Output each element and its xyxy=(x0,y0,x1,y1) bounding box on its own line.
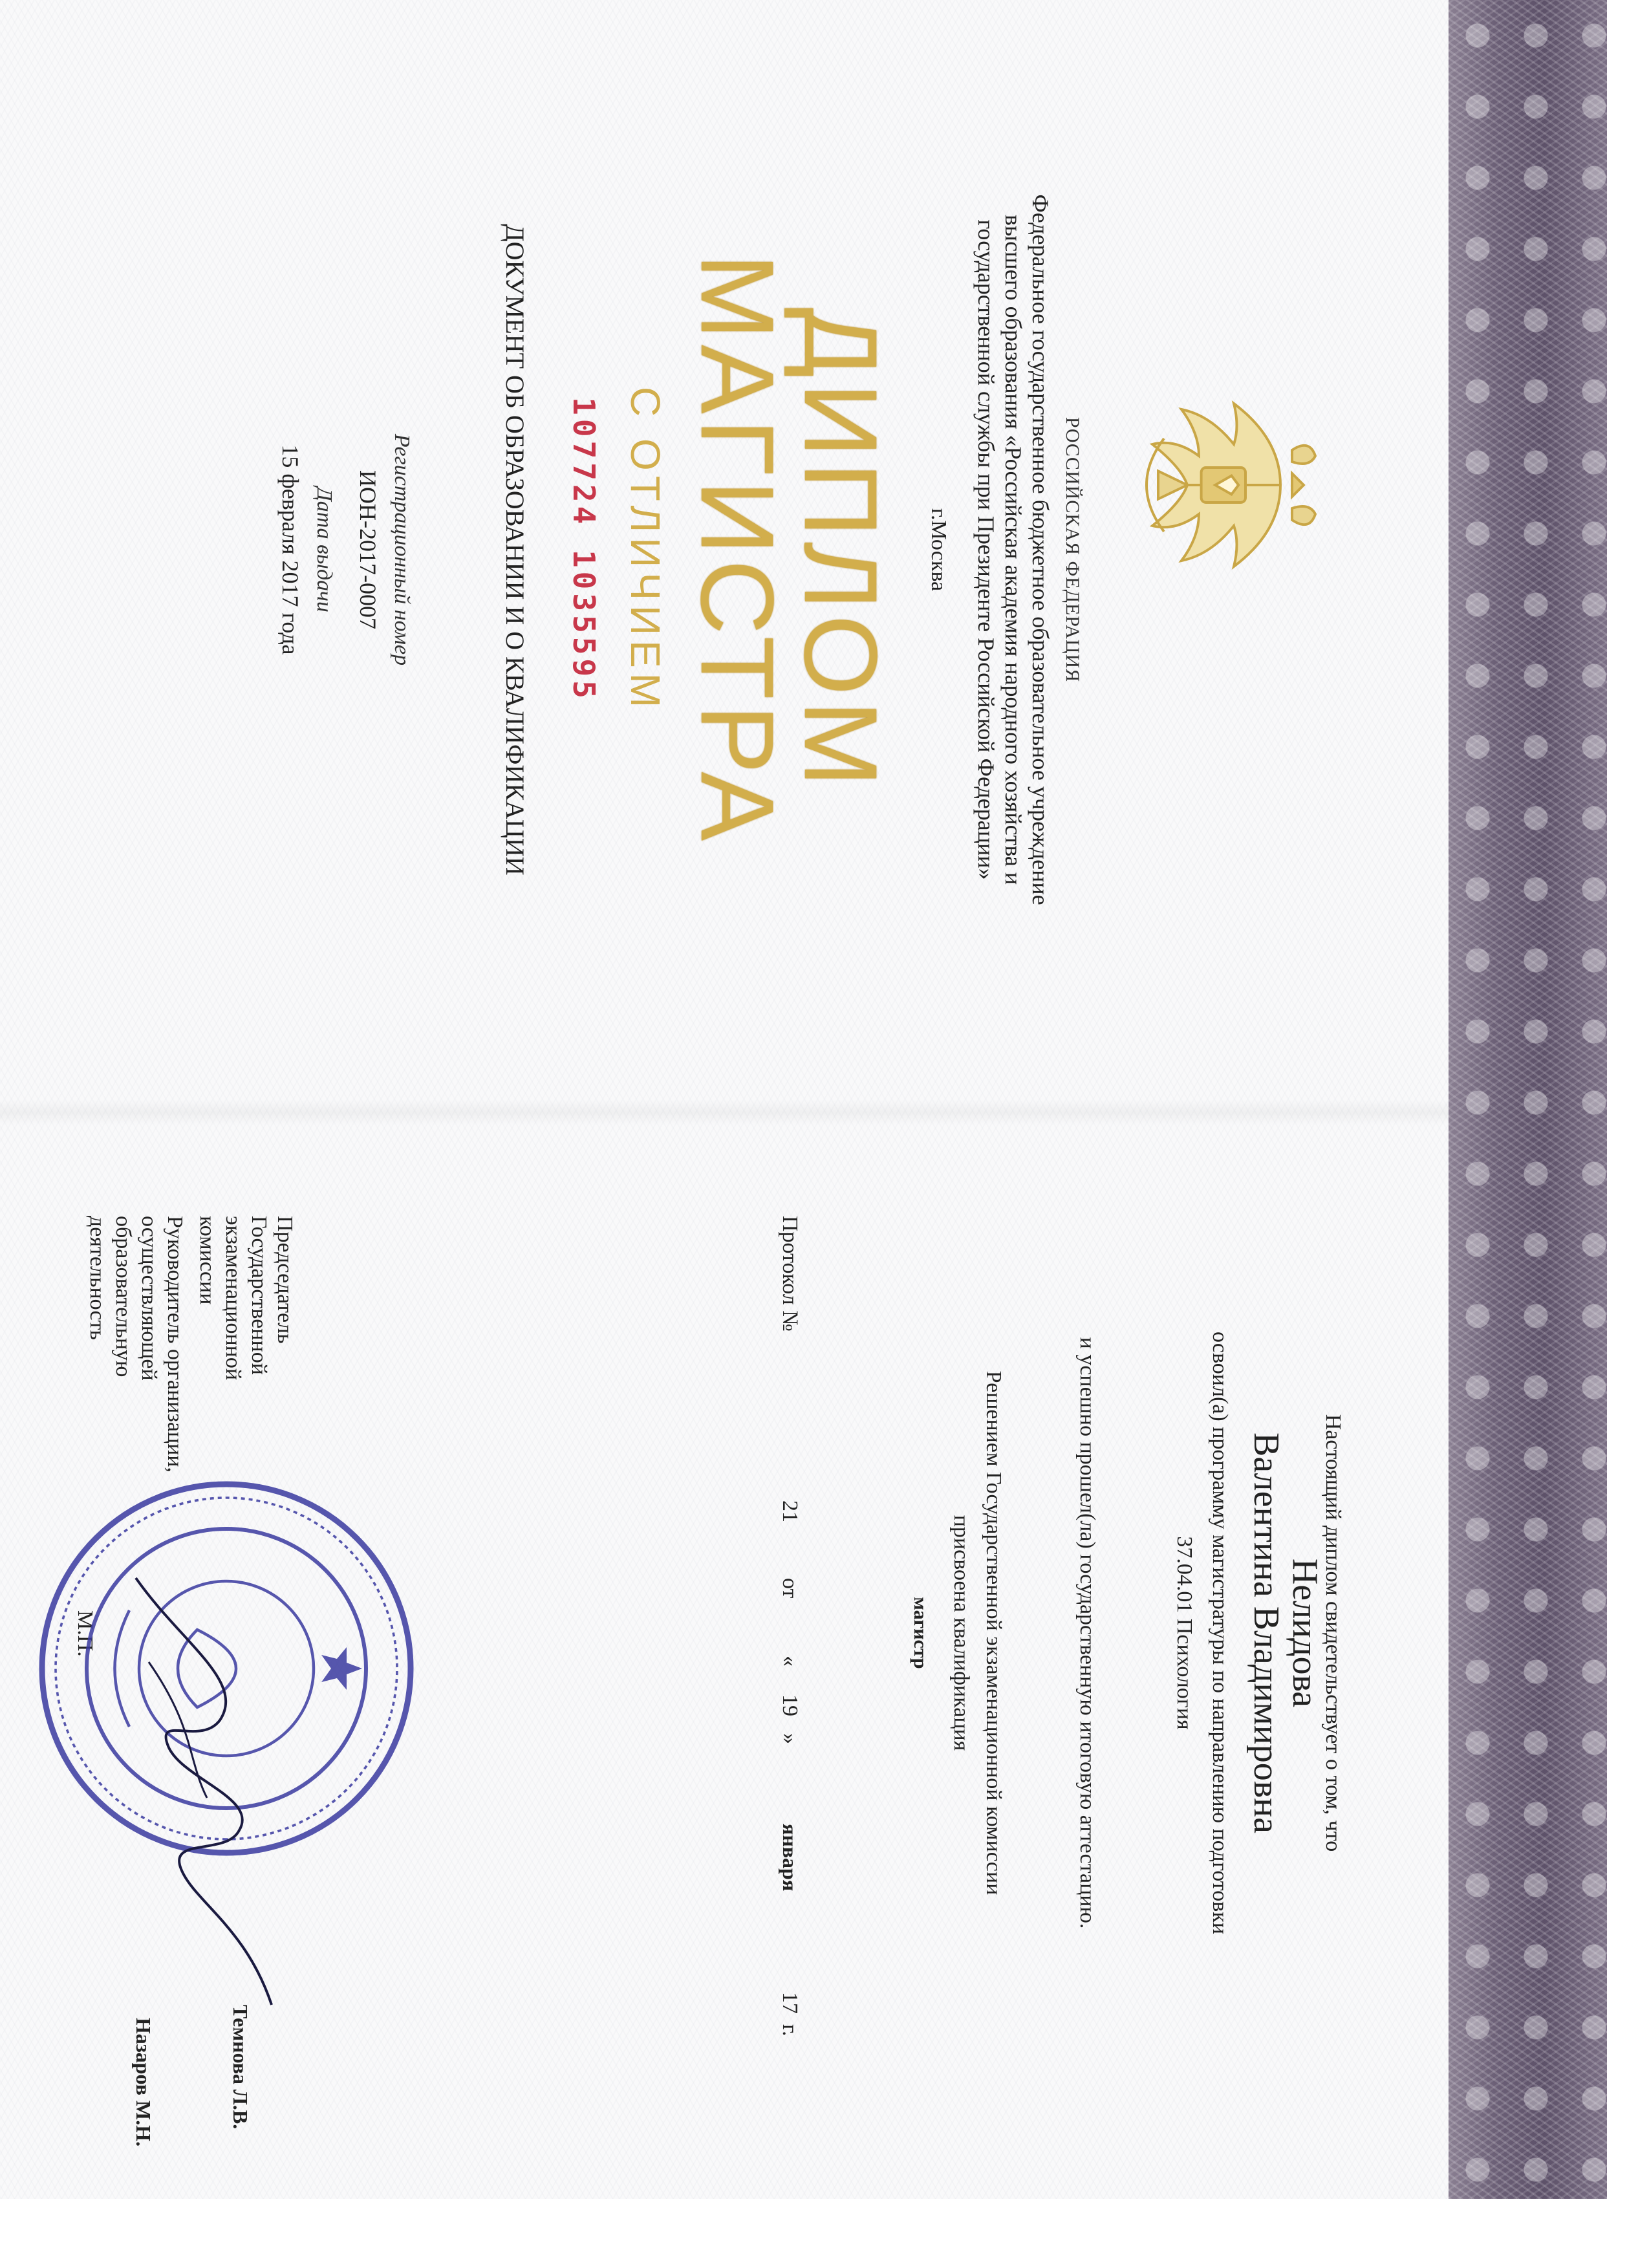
qualification: магистр xyxy=(910,1597,931,1669)
graduate-surname: Нелидова xyxy=(1285,1558,1325,1708)
quote-close: » xyxy=(778,1733,802,1744)
issue-date-label: Дата выдачи xyxy=(312,487,336,612)
diploma-degree-title: МАГИСТРА xyxy=(680,253,795,847)
program-name: 37.04.01 Психология xyxy=(1172,1536,1196,1730)
registration-label: Регистрационный номер xyxy=(390,433,414,666)
certification-statement: Настоящий диплом свидетельствует о том, что xyxy=(1321,1414,1345,1852)
attestation-statement: и успешно прошел(ла) государственную итоговую аттестацию. xyxy=(1075,1337,1099,1929)
protocol-month: января xyxy=(779,1824,802,1892)
head-name: Назаров М.Н. xyxy=(132,2018,155,2147)
quote-open: « xyxy=(778,1656,802,1667)
coat-of-arms-icon xyxy=(1106,369,1339,601)
organization-line: Федеральное государственное бюджетное образовательное учреждение xyxy=(1028,194,1053,905)
organization-line: государственной службы при Президенте Российской Федерации» xyxy=(973,219,999,880)
scan-bottom-margin xyxy=(0,2199,1649,2268)
serial-number: 107724 1035595 xyxy=(566,397,601,702)
diploma-title: ДИПЛОМ xyxy=(783,307,899,792)
protocol-year: 17 xyxy=(778,1992,802,2014)
protocol-label: Протокол № xyxy=(778,1216,802,1332)
honors-title: С ОТЛИЧИЕМ xyxy=(622,386,669,713)
issue-date: 15 февраля 2017 года xyxy=(277,444,303,655)
organization-name xyxy=(973,0,1054,1099)
protocol-number: 21 xyxy=(778,1500,802,1522)
registration-number: ИОН-2017-0007 xyxy=(355,470,381,629)
protocol-day: 19 xyxy=(778,1694,802,1716)
program-statement: освоил(а) программу магистратуры по направлению подготовки xyxy=(1208,1332,1232,1934)
country-name: РОССИЙСКАЯ ФЕДЕРАЦИЯ xyxy=(1062,416,1083,683)
protocol-from: от xyxy=(778,1578,802,1599)
ornamental-border xyxy=(1449,0,1607,2199)
chair-label: Председатель Государственной экзаменационной комиссии xyxy=(195,1216,297,1381)
signature-icon xyxy=(103,1565,297,2018)
graduate-given-names: Валентина Владимировна xyxy=(1246,1432,1286,1834)
qualification-statement: присвоена квалификация xyxy=(949,1515,973,1751)
year-suffix: г. xyxy=(778,2024,802,2036)
scan-margin xyxy=(1607,0,1649,2268)
chair-name: Темнова Л.В. xyxy=(229,2005,252,2130)
document-type: ДОКУМЕНТ ОБ ОБРАЗОВАНИИ И О КВАЛИФИКАЦИИ xyxy=(501,224,530,876)
city: г.Москва xyxy=(927,508,951,592)
head-label: Руководитель организации, осуществляющей образовательную деятельность xyxy=(85,1216,187,1473)
organization-line: высшего образования «Российская академия народного хозяйства и xyxy=(1000,214,1026,885)
commission-decision: Решением Государственной экзаменационной комиссии xyxy=(982,1370,1006,1895)
seal-place: М.П. xyxy=(73,1610,97,1657)
